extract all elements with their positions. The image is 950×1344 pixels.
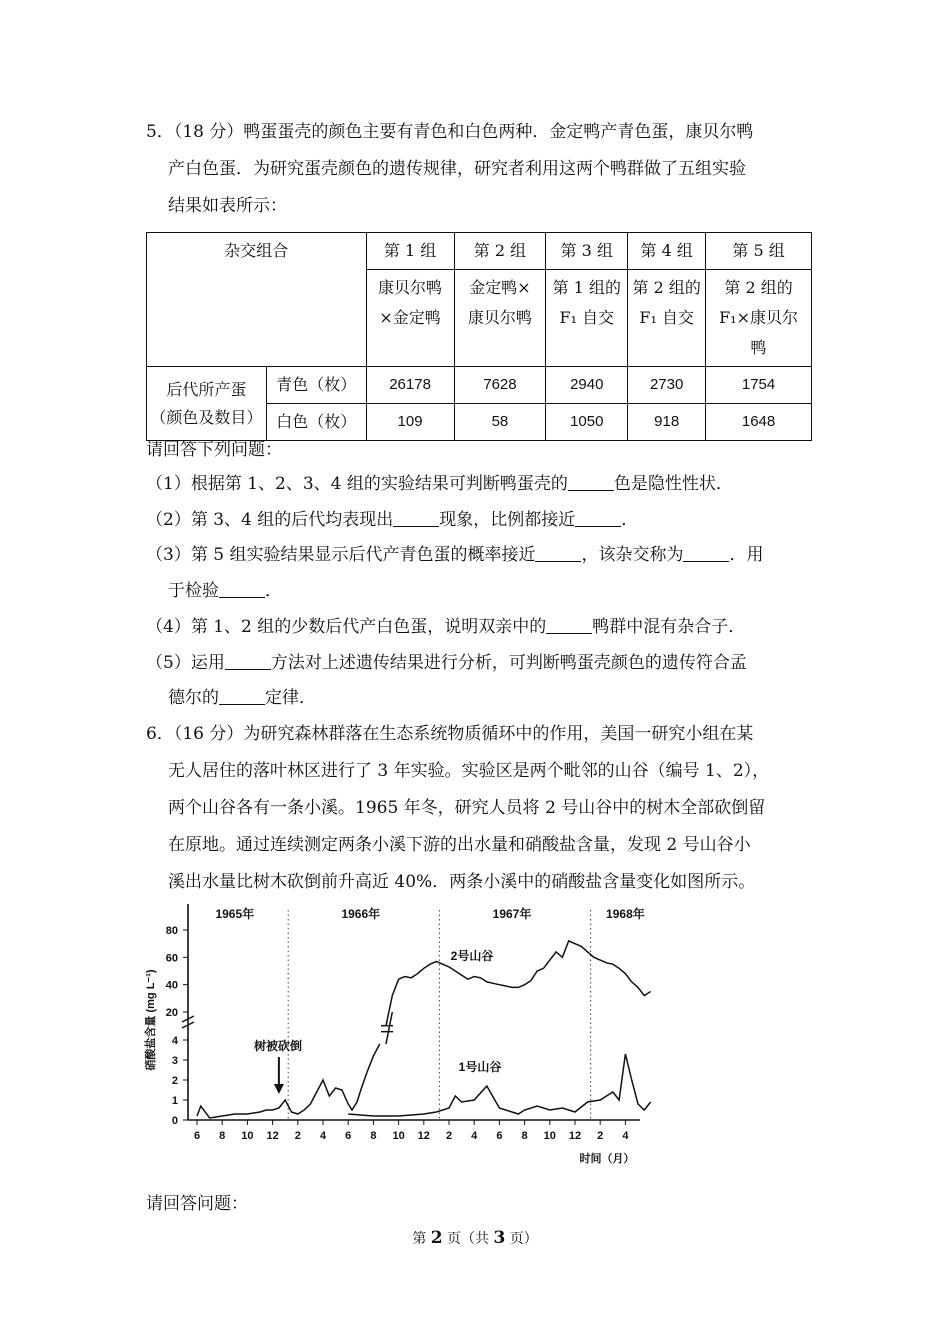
series-2-high — [386, 941, 651, 1026]
x-tick-label: 8 — [370, 1130, 377, 1142]
answer-blank[interactable] — [546, 615, 592, 634]
answer-blank[interactable] — [683, 543, 729, 562]
qing-value: 7628 — [454, 367, 546, 404]
group-header: 第 4 组 — [628, 233, 706, 270]
page-footer: 第 2 页（共 3 页） — [412, 1228, 538, 1248]
q6-line3: 两个山谷各有一条小溪。1965 年冬，研究人员将 2 号山谷中的树木全部砍倒留 — [168, 798, 766, 818]
q5-sub1: （1）根据第 1、2、3、4 组的实验结果可判断鸭蛋壳的 色是隐性性状． — [146, 474, 733, 494]
cross-cell: 第 2 组的 F₁ 自交 — [628, 270, 706, 367]
row-label-qing: 青色（枚） — [266, 367, 366, 404]
cross-cell: 第 1 组的 F₁ 自交 — [546, 270, 628, 367]
y-tick-label: 3 — [171, 1055, 178, 1067]
cross-cell: 金定鸭× 康贝尔鸭 — [454, 270, 546, 367]
series-label: 1号山谷 — [458, 1060, 502, 1074]
x-tick-label: 12 — [568, 1130, 582, 1142]
y-axis-label: 硝酸盐含量 (mg L⁻¹) — [145, 969, 157, 1071]
q6-line4: 在原地。通过连续测定两条小溪下游的出水量和硝酸盐含量，发现 2 号山谷小 — [168, 835, 751, 855]
q6-line5: 溪出水量比树木砍倒前升高近 40%．两条小溪中的硝酸盐含量变化如图所示。 — [168, 872, 756, 892]
q6-line1: 6．（16 分）为研究森林群落在生态系统物质循环中的作用，美国一研究小组在某 — [146, 724, 754, 744]
year-label: 1966年 — [341, 907, 381, 921]
x-tick-label: 10 — [241, 1130, 254, 1142]
answer-blank[interactable] — [568, 472, 614, 491]
row-header: 后代所产蛋 （颜色及数目） — [147, 367, 267, 441]
q5-sub4: （4）第 1、2 组的少数后代产白色蛋，说明双亲中的 鸭群中混有杂合子． — [146, 617, 746, 637]
x-tick-label: 6 — [496, 1130, 503, 1142]
annotation-label: 树被砍倒 — [253, 1039, 303, 1053]
x-tick-label: 2 — [445, 1130, 453, 1142]
y-tick-label: 80 — [165, 925, 178, 937]
series-2-connector — [386, 1012, 392, 1044]
q5-sub3: （3）第 5 组实验结果显示后代产青色蛋的概率接近 ，该杂交称为 ．用 — [146, 545, 764, 565]
x-tick-label: 8 — [219, 1130, 226, 1142]
bai-value: 918 — [628, 404, 706, 441]
x-tick-label: 10 — [543, 1130, 556, 1142]
qing-value: 1754 — [706, 367, 812, 404]
year-label: 1967年 — [492, 907, 532, 921]
cross-cell: 康贝尔鸭 ×金定鸭 — [366, 270, 454, 367]
group-header: 第 2 组 — [454, 233, 546, 270]
q5-line2: 产白色蛋．为研究蛋壳颜色的遗传规律，研究者利用这两个鸭群做了五组实验 — [168, 159, 746, 179]
y-tick-label: 1 — [171, 1095, 178, 1107]
y-tick-label: 4 — [171, 1035, 178, 1047]
x-tick-label: 12 — [417, 1130, 430, 1142]
x-tick-label: 4 — [622, 1130, 629, 1142]
y-tick-label: 0 — [171, 1115, 178, 1127]
year-label: 1965年 — [215, 907, 255, 921]
group-header: 第 1 组 — [366, 233, 454, 270]
x-tick-label: 6 — [193, 1130, 201, 1142]
q5-line3: 结果如表所示： — [168, 196, 287, 216]
cross-cell: 第 2 组的 F₁×康贝尔 鸭 — [706, 270, 812, 367]
qing-value: 2940 — [546, 367, 628, 404]
group-header: 第 5 组 — [706, 233, 812, 270]
answer-blank[interactable] — [219, 579, 265, 598]
y-tick-label: 20 — [165, 1007, 178, 1019]
cross-table — [146, 232, 812, 441]
q5-sub5-cont: 德尔的 定律． — [168, 688, 316, 708]
down-arrow-icon — [274, 1084, 284, 1094]
q5-sub3-cont: 于检验 ． — [168, 581, 282, 601]
x-tick-label: 12 — [266, 1130, 279, 1142]
q5-sub2: （2）第 3、4 组的后代均表现出 现象，比例都接近 ． — [146, 510, 639, 530]
bai-value: 58 — [454, 404, 546, 441]
qing-value: 26178 — [366, 367, 454, 404]
answer-blank[interactable] — [393, 508, 439, 527]
y-tick-label: 2 — [171, 1075, 178, 1087]
year-label: 1968年 — [606, 907, 645, 921]
q5-sub5: （5）运用 方法对上述遗传结果进行分析，可判断鸭蛋壳颜色的遗传符合孟 — [146, 653, 747, 673]
x-tick-label: 6 — [345, 1130, 352, 1142]
bai-value: 109 — [366, 404, 454, 441]
bai-value: 1050 — [546, 404, 628, 441]
x-tick-label: 10 — [392, 1130, 405, 1142]
q5-line1: 5．（18 分）鸭蛋蛋壳的颜色主要有青色和白色两种．金定鸭产青色蛋，康贝尔鸭 — [146, 122, 754, 142]
q6-line2: 无人居住的落叶林区进行了 3 年实验。实验区是两个毗邻的山谷（编号 1、2）， — [168, 761, 770, 781]
group-header: 第 3 组 — [546, 233, 628, 270]
answer-blank[interactable] — [225, 651, 271, 670]
table-corner: 杂交组合 — [147, 233, 367, 367]
bai-value: 1648 — [706, 404, 812, 441]
x-tick-label: 4 — [471, 1130, 478, 1142]
y-tick-label: 40 — [165, 979, 178, 992]
y-tick-label: 60 — [165, 952, 178, 965]
q6-prompt: 请回答问题： — [146, 1194, 248, 1214]
x-tick-label: 4 — [319, 1130, 327, 1142]
x-tick-label: 2 — [294, 1130, 301, 1142]
answer-blank[interactable] — [535, 543, 581, 562]
series-label: 2号山谷 — [450, 949, 494, 963]
answer-blank[interactable] — [575, 508, 621, 527]
q5-prompt: 请回答下列问题： — [146, 440, 282, 460]
nitrate-chart — [140, 900, 660, 1172]
answer-blank[interactable] — [219, 686, 265, 705]
row-label-bai: 白色（枚） — [266, 404, 366, 441]
x-tick-label: 8 — [521, 1130, 528, 1142]
x-axis-label: 时间（月） — [579, 1153, 635, 1165]
qing-value: 2730 — [628, 367, 706, 404]
x-tick-label: 2 — [597, 1130, 604, 1142]
